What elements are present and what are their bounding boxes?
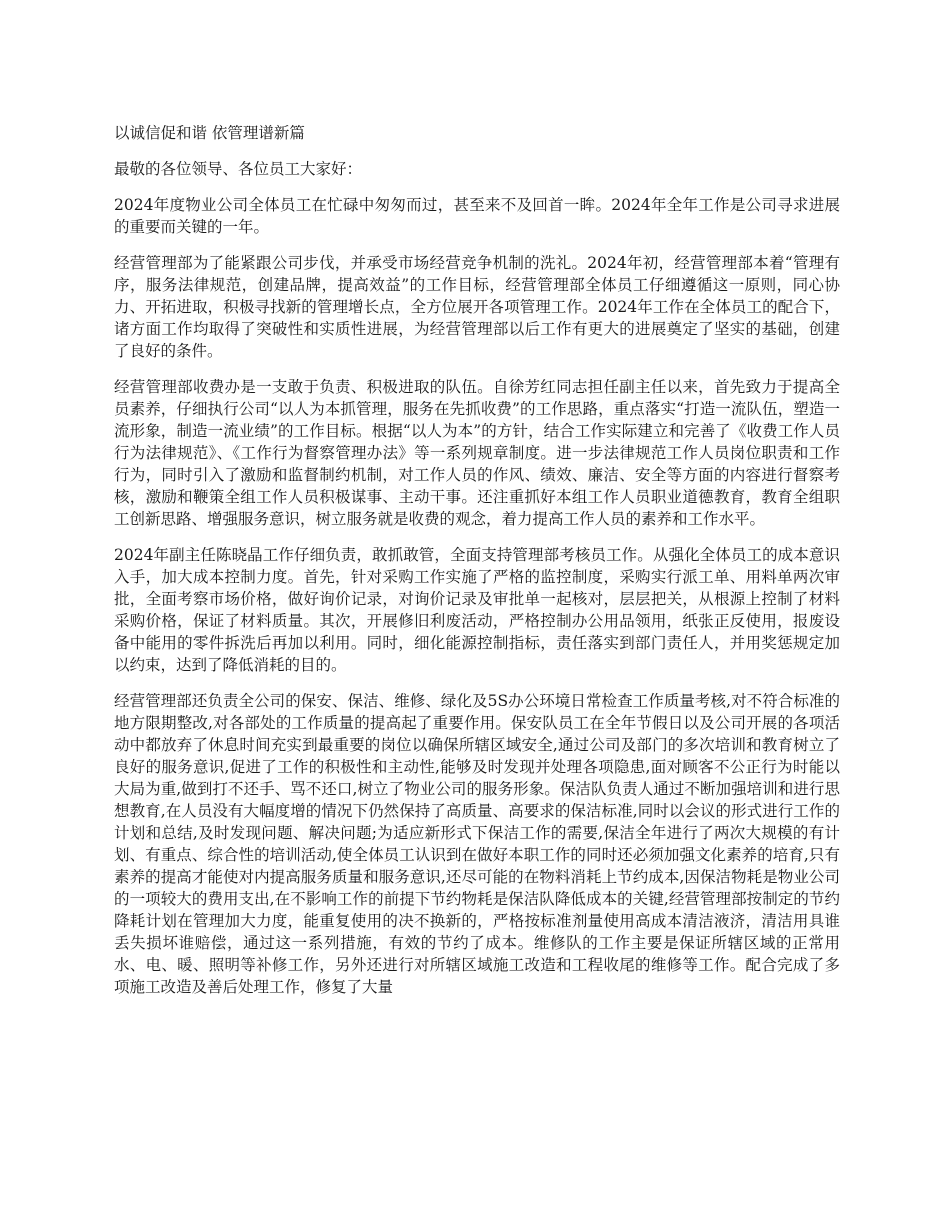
paragraph-4: 2024年副主任陈晓晶工作仔细负责，敢抓敢管，全面支持管理部考核员工作。从强化全体员工的成本意识入手，加大成本控制力度。首先，针对采购工作实施了严格的监控制度，采购实行派工单、用料单两次审批，全面考察市场价格，做好询价记录，对询价记录及审批单一起核对，层层把关，从根源上控制了材料采购价格，保证了材料质量。其次，开展修旧利废活动，严格控制办公用品领用，纸张正反使用，报废设备中能用的零件拆洗后再加以利用。同时，细化能源控制指标，责任落实到部门责任人，并用奖惩规定加以约束，达到了降低消耗的目的。 (114, 546, 840, 674)
salutation: 最敬的各位领导、各位员工大家好： (114, 160, 363, 178)
paragraph-3: 经营管理部收费办是一支敢于负责、积极进取的队伍。自徐芳红同志担任副主任以来，首先致力于提高全员素养，仔细执行公司“以人为本抓管理，服务在先抓收费”的工作思路，重点落实“打造一流队伍，塑造一流形象，制造一流业绩”的工作目标。根据“以人为本”的方针，结合工作实际建立和完善了《收费工作人员行为法律规范》、《工作行为督察管理办法》等一系列规章制度。进一步法律规范工作人员岗位职责和工作行为，同时引入了激励和监督制约机制，对工作人员的作风、绩效、廉洁、安全等方面的内容进行督察考核，激励和鞭策全组工作人员积极谋事、主动干事。还注重抓好本组工作人员职业道德教育，教育全组职工创新思路、增强服务意识，树立服务就是收费的观念，着力提高工作人员的素养和工作水平。 (114, 378, 840, 528)
document-title: 以诚信促和谐 依管理谱新篇 (114, 124, 305, 142)
paragraph-2: 经营管理部为了能紧跟公司步伐，并承受市场经营竞争机制的洗礼。2024年初，经营管理部本着“管理有序，服务法律规范，创建品牌，提高效益”的工作目标，经营管理部全体员工仔细遵循这一原则，同心协力、开拓进取，积极寻找新的管理增长点，全方位展开各项管理工作。2024年工作在全体员工的配合下，诸方面工作均取得了突破性和实质性进展，为经营管理部以后工作有更大的进展奠定了坚实的基础，创建了良好的条件。 (114, 254, 840, 360)
paragraph-5: 经营管理部还负责全公司的保安、保洁、维修、绿化及5S办公环境日常检查工作质量考核,对不符合标准的地方限期整改,对各部处的工作质量的提高起了重要作用。保安队员工在全年节假日以及公司开展的各项活动中都放弃了休息时间充实到最重要的岗位以确保所辖区域安全,通过公司及部门的多次培训和教育树立了良好的服务意识,促进了工作的积极性和主动性,能够及时发现并处理各项隐患,面对顾客不公正行为时能以大局为重,做到打不还手、骂不还口,树立了物业公司的服务形象。保洁队负责人通过不断加强培训和进行思想教育,在人员没有大幅度增的情况下仍然保持了高质量、高要求的保洁标准,同时以会议的形式进行工作的计划和总结,及时发现问题、解决问题;为适应新形式下保洁工作的需要,保洁全年进行了两次大规模的有计划、有重点、综合性的培训活动,使全体员工认识到在做好本职工作的同时还必须加强文化素养的培育,只有素养的提高才能使对内提高服务质量和服务意识,还尽可能的在物料消耗上节约成本,因保洁物耗是物业公司的一项较大的费用支出,在不影响工作的前提下节约物耗是保洁队降低成本的关键,经营管理部按制定的节约降耗计划在管理加大力度，能重复使用的决不换新的，严格按标准剂量使用高成本清洁液济，清洁用具谁丢失损坏谁赔偿，通过这一系列措施，有效的节约了成本。维修队的工作主要是保证所辖区域的正常用水、电、暖、照明等补修工作，另外还进行对所辖区域施工改造和工程收尾的维修等工作。配合完成了多项施工改造及善后处理工作，修复了大量 (114, 692, 840, 996)
document-page (114, 122, 840, 1012)
paragraph-1: 2024年度物业公司全体员工在忙碌中匆匆而过，甚至来不及回首一眸。2024年全年工作是公司寻求进展的重要而关键的一年。 (114, 196, 840, 236)
